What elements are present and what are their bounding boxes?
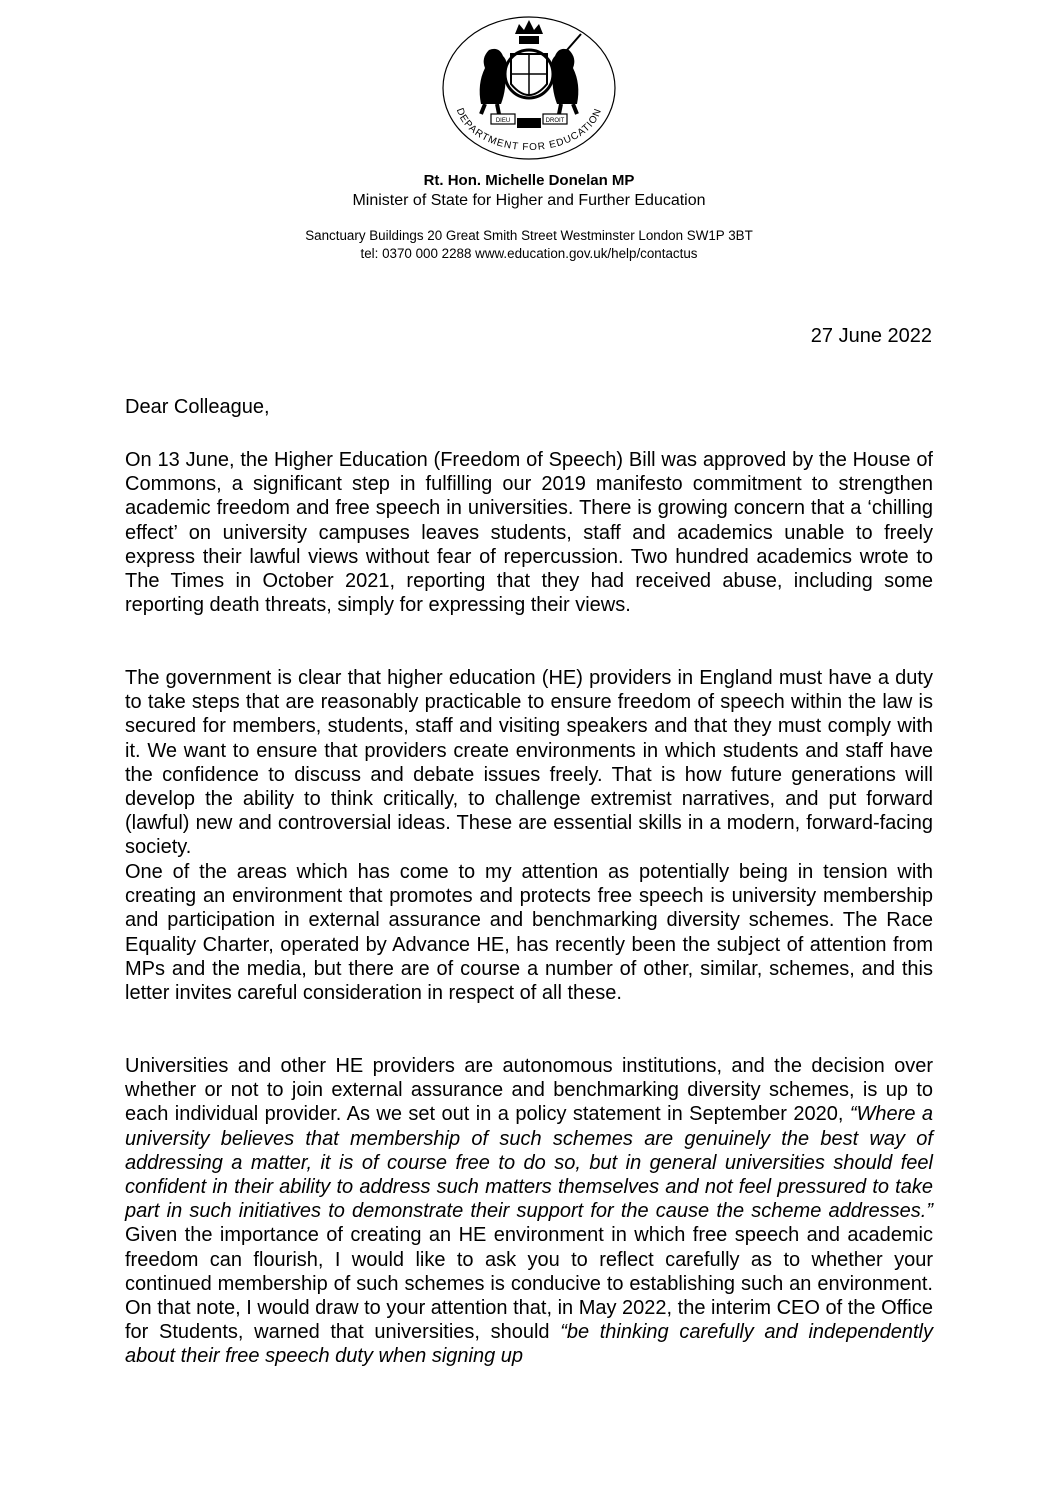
department-for-education-crest: [441, 14, 617, 164]
crest-arc-text: DEPARTMENT FOR EDUCATION: [453, 106, 605, 154]
ofs-ceo-quote: “be thinking carefully and independently about their free speech duty when signing up: [125, 1321, 933, 1368]
motto-right: DROIT: [545, 118, 565, 124]
minister-role: Minister of State for Higher and Further Education: [352, 192, 706, 209]
salutation: Dear Colleague,: [125, 396, 270, 418]
paragraph-3: One of the areas which has come to my attention as potentially being in tension with creating an environment that promotes and protects free speech is university membership and participation in external assurance and benchmarking diversity schemes. The Race Equality Charter, operated by Advance HE, has recently been the subject of attention from MPs and the media, but there are of course a number of other, similar, schemes, and this letter invites careful consideration in respect of all these.: [125, 861, 933, 1005]
department-address: Sanctuary Buildings 20 Great Smith Street Westminster London SW1P 3BT: [305, 228, 753, 243]
policy-statement-quote: “Where a university believes that membership of such schemes are genuinely the best way of addressing a matter, it is of course free to do so, but in general universities should feel confident in their ability to address such matters themselves and not feel pressured to take part in such initiatives to demonstrate their support for the cause the scheme addresses.”: [125, 1103, 933, 1223]
paragraph-4: [125, 1054, 933, 1369]
paragraph-4-text-b: Given the importance of creating an HE environment in which free speech and academic freedom can flourish, I would like to ask you to reflect carefully as to whether your continued membership of such schemes is conducive to establishing such an environment. On that note, I would draw to your attention that, in May 2022, the interim CEO of the Office for Students, warned that universities, should: [125, 1224, 933, 1344]
department-contact: tel: 0370 000 2288 www.education.gov.uk/help/contactus: [360, 246, 698, 261]
paragraph-1: On 13 June, the Higher Education (Freedom of Speech) Bill was approved by the House of Commons, a significant step in fulfilling our 2019 manifesto commitment to strengthen academic freedom and free speech in universities. There is growing concern that a ‘chilling effect’ on university campuses leaves students, staff and academics unable to freely express their lawful views without fear of repercussion. Two hundred academics wrote to The Times in October 2021, reporting that they had received abuse, including some reporting death threats, simply for expressing their views.: [125, 449, 933, 617]
paragraph-4-text-a: Universities and other HE providers are autonomous institutions, and the decision over whether or not to join external assurance and benchmarking diversity schemes, is up to each individual provider. As we set out in a policy statement in September 2020,: [125, 1055, 933, 1126]
minister-name: Rt. Hon. Michelle Donelan MP: [423, 172, 635, 189]
motto-left: DIEU: [495, 118, 511, 124]
paragraph-2: The government is clear that higher education (HE) providers in England must have a duty to take steps that are reasonably practicable to ensure freedom of speech within the law is secured for members, students, staff and visiting speakers and that they must comply with it. We want to ensure that providers create environments in which students and staff have the confidence to discuss and debate issues freely. That is how future generations will develop the ability to think critically, to challenge extremist narratives, and put forward (lawful) new and controversial ideas. These are essential skills in a modern, forward-facing society.: [125, 667, 933, 859]
royal-coat-of-arms-icon: [480, 20, 581, 128]
letter-date: 27 June 2022: [810, 325, 932, 347]
